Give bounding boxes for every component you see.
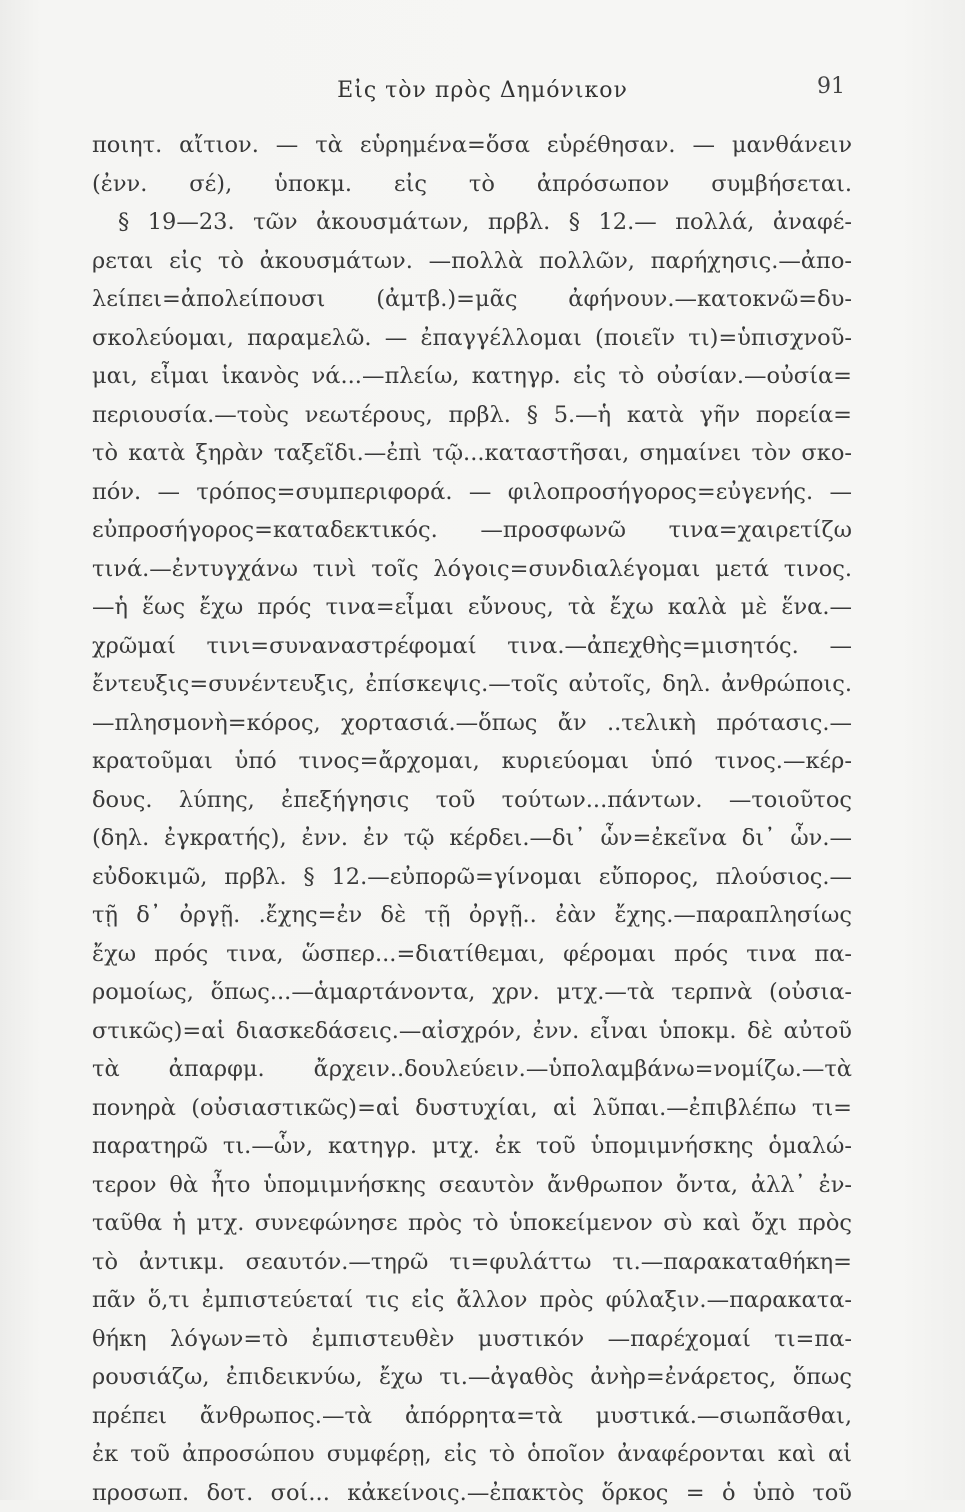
text-line: εὐπροσήγορος=καταδεκτικός. —προσφωνῶ τινα=χαιρετίζω	[92, 511, 852, 550]
running-head	[0, 78, 965, 118]
running-title: Εἰς τὸν πρὸς Δημόνικον	[0, 78, 965, 103]
text-line: (ἐνν. σέ), ὑποκμ. εἰς τὸ ἀπρόσωπον συμβήσεται.	[92, 165, 852, 204]
text-line: κρατοῦμαι ὑπό τινος=ἄρχομαι, κυριεύομαι ὑπό τινος.—κέρ-	[92, 742, 852, 781]
text-line: τῇ δ᾽ ὀργῇ. .ἔχης=ἐν δὲ τῇ ὀργῇ.. ἐὰν ἔχης.—παραπλησίως	[92, 896, 852, 935]
text-line: —ἡ ἕως ἔχω πρός τινα=εἶμαι εὔνους, τὰ ἔχω καλὰ μὲ ἕνα.—	[92, 588, 852, 627]
text-line: προσωπ. δοτ. σοί... κἀκείνοις.—ἐπακτὸς ὅρκος = ὁ ὑπὸ τοῦ	[92, 1474, 852, 1512]
text-line: τὰ ἀπαρφμ. ἄρχειν..δουλεύειν.—ὑπολαμβάνω=νομίζω.—τὰ	[92, 1050, 852, 1089]
text-line: ρομοίως, ὅπως...—ἁμαρτάνοντα, χρν. μτχ.—τὰ τερπνὰ (οὐσια-	[92, 973, 852, 1012]
text-line: περιουσία.—τοὺς νεωτέρους, πρβλ. § 5.—ἡ κατὰ γῆν πορεία=	[92, 396, 852, 435]
text-line: ἔντευξις=συνέντευξις, ἐπίσκεψις.—τοῖς αὐτοῖς, δηλ. ἀνθρώποις.	[92, 665, 852, 704]
text-line: § 19—23. τῶν ἀκουσμάτων, πρβλ. § 12.— πολλά, ἀναφέ-	[92, 203, 852, 242]
text-line: χρῶμαί τινι=συναναστρέφομαί τινα.—ἀπεχθὴς=μισητός. —	[92, 627, 852, 666]
text-line: σκολεύομαι, παραμελῶ. — ἐπαγγέλλομαι (ποιεῖν τι)=ὑπισχνοῦ-	[92, 319, 852, 358]
text-line: τὸ κατὰ ξηρὰν ταξεῖδι.—ἐπὶ τῷ...καταστῆσαι, σημαίνει τὸν σκο-	[92, 434, 852, 473]
page-number: 91	[817, 74, 845, 99]
text-line: ταῦθα ἡ μτχ. συνεφώνησε πρὸς τὸ ὑποκείμενον σὺ καὶ ὄχι πρὸς	[92, 1204, 852, 1243]
text-line: πόν. — τρόπος=συμπεριφορά. — φιλοπροσήγορος=εὐγενής. —	[92, 473, 852, 512]
text-line: δους. λύπης, ἐπεξήγησις τοῦ τούτων...πάντων. —τοιοῦτος	[92, 781, 852, 820]
text-line: ἔχω πρός τινα, ὥσπερ...=διατίθεμαι, φέρομαι πρός τινα πα-	[92, 935, 852, 974]
text-line: πονηρὰ (οὐσιαστικῶς)=αἱ δυστυχίαι, αἱ λῦπαι.—ἐπιβλέπω τι=	[92, 1089, 852, 1128]
text-line: (δηλ. ἐγκρατής), ἐνν. ἐν τῷ κέρδει.—δι᾽ ὧν=ἐκεῖνα δι᾽ ὧν.—	[92, 819, 852, 858]
text-line: λείπει=ἀπολείπουσι (ἀμτβ.)=μᾶς ἀφήνουν.—κατοκνῶ=δυ-	[92, 280, 852, 319]
text-line: ρεται εἰς τὸ ἀκουσμάτων. —πολλὰ πολλῶν, παρήχησις.—ἀπο-	[92, 242, 852, 281]
text-line: πᾶν ὅ,τι ἐμπιστεύεταί τις εἰς ἄλλον πρὸς φύλαξιν.—παρακατα-	[92, 1281, 852, 1320]
text-line: ρουσιάζω, ἐπιδεικνύω, ἔχω τι.—ἀγαθὸς ἀνὴρ=ἐνάρετος, ὅπως	[92, 1358, 852, 1397]
text-line: εὐδοκιμῶ, πρβλ. § 12.—εὐπορῶ=γίνομαι εὔπορος, πλούσιος.—	[92, 858, 852, 897]
text-line: παρατηρῶ τι.—ὧν, κατηγρ. μτχ. ἐκ τοῦ ὑπομιμνήσκης ὁμαλώ-	[92, 1127, 852, 1166]
text-line: —πλησμονὴ=κόρος, χορτασιά.—ὅπως ἄν ..τελικὴ πρότασις.—	[92, 704, 852, 743]
text-line: ποιητ. αἴτιον. — τὰ εὑρημένα=ὅσα εὑρέθησαν. — μανθάνειν	[92, 126, 852, 165]
text-line: τερον θὰ ἦτο ὑπομιμνήσκης σεαυτὸν ἄνθρωπον ὄντα, ἀλλ᾽ ἐν-	[92, 1166, 852, 1205]
text-line: πρέπει ἄνθρωπος.—τὰ ἀπόρρητα=τὰ μυστικά.—σιωπᾶσθαι,	[92, 1397, 852, 1436]
text-line: θήκη λόγων=τὸ ἐμπιστευθὲν μυστικόν —παρέχομαί τι=πα-	[92, 1320, 852, 1359]
text-line: τινά.—ἐντυγχάνω τινὶ τοῖς λόγοις=συνδιαλέγομαι μετά τινος.	[92, 550, 852, 589]
text-line: τὸ ἀντικμ. σεαυτόν.—τηρῶ τι=φυλάττω τι.—παρακαταθήκη=	[92, 1243, 852, 1282]
text-line: ἐκ τοῦ ἀπροσώπου συμφέρῃ, εἰς τὸ ὁποῖον ἀναφέρονται καὶ αἱ	[92, 1435, 852, 1474]
text-line: μαι, εἶμαι ἱκανὸς νά...—πλείω, κατηγρ. εἰς τὸ οὐσίαν.—οὐσία=	[92, 357, 852, 396]
commentary-text	[92, 126, 852, 1512]
text-line: στικῶς)=αἱ διασκεδάσεις.—αἰσχρόν, ἐνν. εἶναι ὑποκμ. δὲ αὐτοῦ	[92, 1012, 852, 1051]
